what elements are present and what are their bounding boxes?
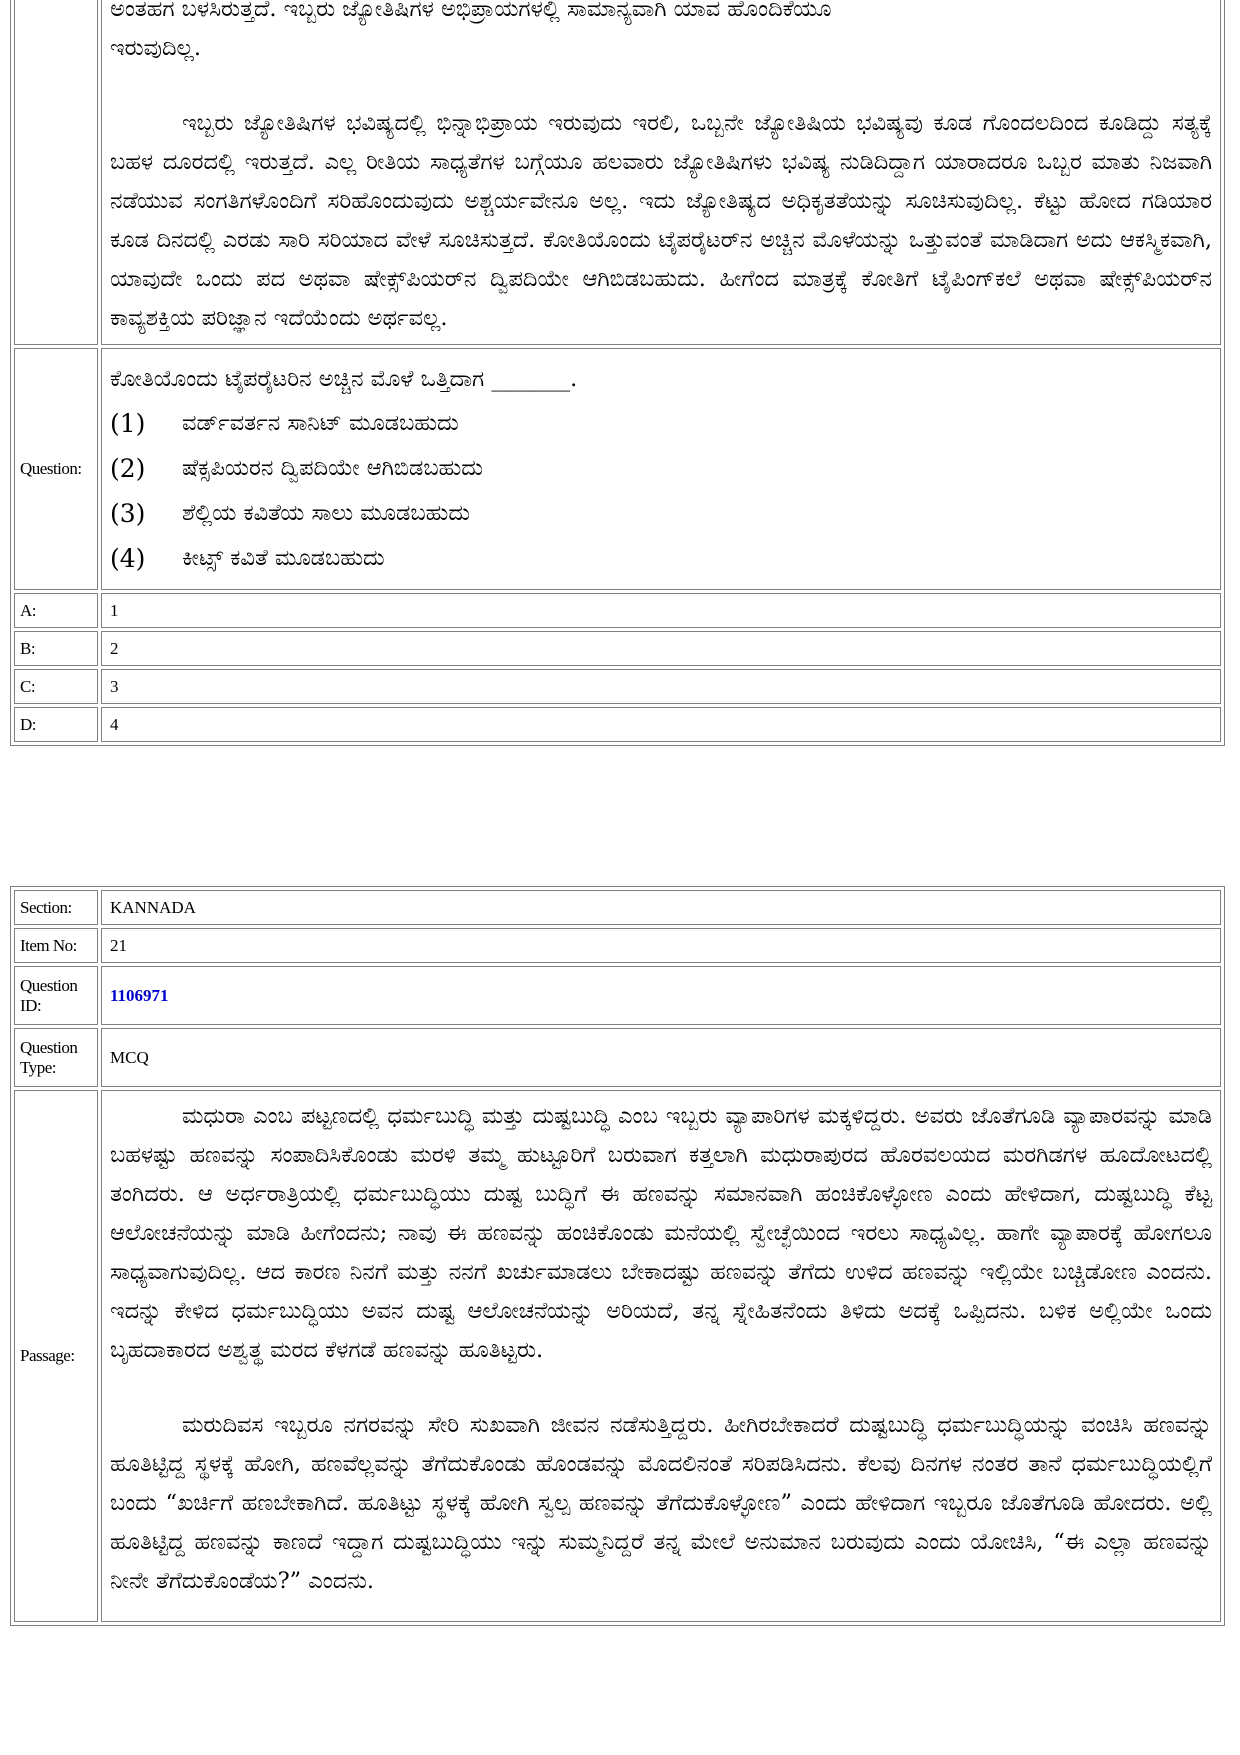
item-no-value: 21: [101, 928, 1221, 963]
answer-row-c: [14, 669, 1221, 704]
option-number: (3): [110, 499, 146, 528]
option-number: (1): [110, 409, 146, 438]
question-type-row: [14, 1028, 1221, 1087]
question-stem: ಕೋತಿಯೊಂದು ಟೈಪರೈಟರಿನ ಅಚ್ಚಿನ ಮೊಳೆ ಒತ್ತಿದಾಗ _______.: [110, 366, 578, 392]
passage-cell: [101, 0, 1221, 345]
question-type-label: Question Type:: [14, 1028, 98, 1087]
answer-value: 1: [101, 593, 1221, 628]
item-no-row: [14, 928, 1221, 963]
passage-paragraph: ಮರುದಿವಸ ಇಬ್ಬರೂ ನಗರವನ್ನು ಸೇರಿ ಸುಖವಾಗಿ ಜೀವನ ನಡೆಸುತ್ತಿದ್ದರು. ಹೀಗಿರಬೇಕಾದರೆ ದುಷ್ಟಬುದ್ಧಿ ಧರ್ಮಬುದ್ಧಿಯನ್ನು ವಂಚಿಸಿ ಹಣವನ್ನು ಹೂತಿಟ್ಟಿದ್ದ ಸ್ಥಳಕ್ಕೆ ಹೋಗಿ, ಹಣವೆಲ್ಲವನ್ನು ತೆಗೆದುಕೊಂಡು ಹೊಂಡವನ್ನು ಮೊದಲಿನಂತೆ ಸರಿಪಡಿಸಿದನು. ಕೆಲವು ದಿನಗಳ ನಂತರ ತಾನೆ ಧರ್ಮಬುದ್ಧಿಯಲ್ಲಿಗೆ ಬಂದು “ಖರ್ಚಿಗೆ ಹಣಬೇಕಾಗಿದೆ. ಹೂತಿಟ್ಟು ಸ್ಥಳಕ್ಕೆ ಹೋಗಿ ಸ್ವಲ್ಪ ಹಣವನ್ನು ತೆಗೆದುಕೊಳ್ಳೋಣ” ಎಂದು ಹೇಳಿದಾಗ ಇಬ್ಬರೂ ಜೊತೆಗೂಡಿ ಹೋದರು. ಅಲ್ಲಿ ಹೂತಿಟ್ಟಿದ್ದ ಹಣವನ್ನು ಕಾಣದೆ ಇದ್ದಾಗ ದುಷ್ಟಬುದ್ಧಿಯು ಇನ್ನು ಸುಮ್ಮನಿದ್ದರೆ ತನ್ನ ಮೇಲೆ ಅನುಮಾನ ಬರುವುದು ಎಂದು ಯೋಚಿಸಿ, “ಈ ಎಲ್ಲಾ ಹಣವನ್ನು ನೀನೇ ತೆಗೆದುಕೊಂಡೆಯ?” ಎಂದನು.: [110, 1412, 1212, 1594]
passage-row: [14, 0, 1221, 345]
option-text: ಶೆಲ್ಲಿಯ ಕವಿತೆಯ ಸಾಲು ಮೂಡಬಹುದು: [182, 500, 471, 526]
question-id-label: Question ID:: [14, 966, 98, 1025]
question-id-cell: [101, 966, 1221, 1025]
passage-paragraph: [110, 0, 1212, 68]
passage-paragraph: ಮಧುರಾ ಎಂಬ ಪಟ್ಟಣದಲ್ಲಿ ಧರ್ಮಬುದ್ಧಿ ಮತ್ತು ದುಷ್ಟಬುದ್ಧಿ ಎಂಬ ಇಬ್ಬರು ವ್ಯಾಪಾರಿಗಳ ಮಕ್ಕಳಿದ್ದರು. ಅವರು ಜೊತೆಗೂಡಿ ವ್ಯಾಪಾರವನ್ನು ಮಾಡಿ ಬಹಳಷ್ಟು ಹಣವನ್ನು ಸಂಪಾದಿಸಿಕೊಂಡು ಮರಳಿ ತಮ್ಮ ಹುಟ್ಟೂರಿಗೆ ಬರುವಾಗ ಕತ್ತಲಾಗಿ ಮಧುರಾಪುರದ ಹೊರವಲಯದ ಮರಗಿಡಗಳ ಹೂದೋಟದಲ್ಲಿ ತಂಗಿದರು. ಆ ಅರ್ಧರಾತ್ರಿಯಲ್ಲಿ ಧರ್ಮಬುದ್ಧಿಯು ದುಷ್ಟ ಬುದ್ಧಿಗೆ ಈ ಹಣವನ್ನು ಸಮಾನವಾಗಿ ಹಂಚಿಕೊಳ್ಳೋಣ ಎಂದು ಹೇಳಿದಾಗ, ದುಷ್ಟಬುದ್ಧಿ ಕೆಟ್ಟ ಆಲೋಚನೆಯನ್ನು ಮಾಡಿ ಹೀಗೆಂದನು; ನಾವು ಈ ಹಣವನ್ನು ಹಂಚಿಕೊಂಡು ಮನೆಯಲ್ಲಿ ಸ್ವೇಚ್ಛೆಯಿಂದ ಇರಲು ಸಾಧ್ಯವಿಲ್ಲ. ಹಾಗೇ ವ್ಯಾಪಾರಕ್ಕೆ ಹೋಗಲೂ ಸಾಧ್ಯವಾಗುವುದಿಲ್ಲ. ಆದ ಕಾರಣ ನಿನಗೆ ಮತ್ತು ನನಗೆ ಖರ್ಚುಮಾಡಲು ಬೇಕಾದಷ್ಟು ಹಣವನ್ನು ತೆಗೆದು ಉಳಿದ ಹಣವನ್ನು ಇಲ್ಲಿಯೇ ಬಚ್ಚಿಡೋಣ ಎಂದನು. ಇದನ್ನು ಕೇಳಿದ ಧರ್ಮಬುದ್ಧಿಯು ಅವನ ದುಷ್ಟ ಆಲೋಚನೆಯನ್ನು ಅರಿಯದೆ, ತನ್ನ ಸ್ನೇಹಿತನೆಂದು ತಿಳಿದು ಅದಕ್ಕೆ ಒಪ್ಪಿದನು. ಬಳಿಕ ಅಲ್ಲಿಯೇ ಒಂದು ಬೃಹದಾಕಾರದ ಅಶ್ವತ್ಥ ಮರದ ಕೆಳಗಡೆ ಹಣವನ್ನು ಹೂತಿಟ್ಟರು.: [110, 1103, 1212, 1363]
previous-question-table: [10, 0, 1225, 746]
answer-label: B:: [14, 631, 98, 666]
option-text: ವರ್ಡ್‌ವರ್ತನ ಸಾನಿಟ್ ಮೂಡಬಹುದು: [182, 410, 459, 436]
question-id-row: [14, 966, 1221, 1025]
passage-cell: [101, 1090, 1221, 1622]
passage-line: ಅಂತಹಗ ಬಳಸಿರುತ್ತದೆ. ಇಬ್ಬರು ಜ್ಯೋತಿಷಿಗಳ ಅಭಿಪ್ರಾಯಗಳಲ್ಲಿ ಸಾಮಾನ್ಯವಾಗಿ ಯಾವ ಹೊಂದಿಕೆಯೂ: [110, 0, 832, 22]
item-no-label: Item No:: [14, 928, 98, 963]
passage-row: [14, 1090, 1221, 1622]
answer-value: 4: [101, 707, 1221, 742]
answer-row-d: [14, 707, 1221, 742]
answer-label: C:: [14, 669, 98, 704]
passage-label-cell: [14, 0, 98, 345]
section-value: KANNADA: [101, 890, 1221, 925]
option-number: (4): [110, 544, 146, 573]
question-table: [10, 886, 1225, 1626]
question-label: Question:: [14, 348, 98, 590]
answer-label: D:: [14, 707, 98, 742]
option-3: [110, 491, 1212, 536]
section-label: Section:: [14, 890, 98, 925]
option-text: ಕೀಟ್ಸ್ ಕವಿತೆ ಮೂಡಬಹುದು: [182, 545, 385, 571]
answer-value: 3: [101, 669, 1221, 704]
option-1: [110, 401, 1212, 446]
question-cell: [101, 348, 1221, 590]
passage-paragraph: ಇಬ್ಬರು ಜ್ಯೋತಿಷಿಗಳ ಭವಿಷ್ಯದಲ್ಲಿ ಭಿನ್ನಾಭಿಪ್ರಾಯ ಇರುವುದು ಇರಲಿ, ಒಬ್ಬನೇ ಜ್ಯೋತಿಷಿಯ ಭವಿಷ್ಯವು ಕೂಡ ಗೊಂದಲದಿಂದ ಕೂಡಿದ್ದು ಸತ್ಯಕ್ಕೆ ಬಹಳ ದೂರದಲ್ಲಿ ಇರುತ್ತದೆ. ಎಲ್ಲ ರೀತಿಯ ಸಾಧ್ಯತೆಗಳ ಬಗ್ಗೆಯೂ ಹಲವಾರು ಜ್ಯೋತಿಷಿಗಳು ಭವಿಷ್ಯ ನುಡಿದಿದ್ದಾಗ ಯಾರಾದರೂ ಒಬ್ಬರ ಮಾತು ನಿಜವಾಗಿ ನಡೆಯುವ ಸಂಗತಿಗಳೊಂದಿಗೆ ಸರಿಹೊಂದುವುದು ಅಶ್ಚರ್ಯವೇನೂ ಅಲ್ಲ. ಇದು ಜ್ಯೋತಿಷ್ಯದ ಅಧಿಕೃತತೆಯನ್ನು ಸೂಚಿಸುವುದಿಲ್ಲ. ಕೆಟ್ಟು ಹೋದ ಗಡಿಯಾರ ಕೂಡ ದಿನದಲ್ಲಿ ಎರಡು ಸಾರಿ ಸರಿಯಾದ ವೇಳೆ ಸೂಚಿಸುತ್ತದೆ. ಕೋತಿಯೊಂದು ಟೈಪರೈಟರ್‌ನ ಅಚ್ಚಿನ ಮೊಳೆಯನ್ನು ಒತ್ತುವಂತೆ ಮಾಡಿದಾಗ ಅದು ಆಕಸ್ಮಿಕವಾಗಿ, ಯಾವುದೇ ಒಂದು ಪದ ಅಥವಾ ಷೇಕ್ಸ್‌ಪಿಯರ್‌ನ ದ್ವಿಪದಿಯೇ ಆಗಿಬಿಡಬಹುದು. ಹೀಗೆಂದ ಮಾತ್ರಕ್ಕೆ ಕೋತಿಗೆ ಟೈಪಿಂಗ್‌ಕಲೆ ಅಥವಾ ಷೇಕ್ಸ್‌ಪಿಯರ್‌ನ ಕಾವ್ಯಶಕ್ತಿಯ ಪರಿಜ್ಞಾನ ಇದೆಯೆಂದು ಅರ್ಥವಲ್ಲ.: [110, 110, 1212, 331]
answer-label: A:: [14, 593, 98, 628]
question-id-value: 1106971: [110, 985, 169, 1005]
section-row: [14, 890, 1221, 925]
passage-line: ಇರುವುದಿಲ್ಲ.: [110, 35, 201, 61]
answer-row-a: [14, 593, 1221, 628]
option-2: [110, 446, 1212, 491]
passage-label: Passage:: [14, 1090, 98, 1622]
option-number: (2): [110, 454, 146, 483]
answer-row-b: [14, 631, 1221, 666]
question-row: [14, 348, 1221, 590]
question-type-value: MCQ: [101, 1028, 1221, 1087]
answer-value: 2: [101, 631, 1221, 666]
option-4: [110, 536, 1212, 581]
option-text: ಷೆಕ್ಸಪಿಯರನ ದ್ವಿಪದಿಯೇ ಆಗಿಬಿಡಬಹುದು: [182, 455, 483, 481]
